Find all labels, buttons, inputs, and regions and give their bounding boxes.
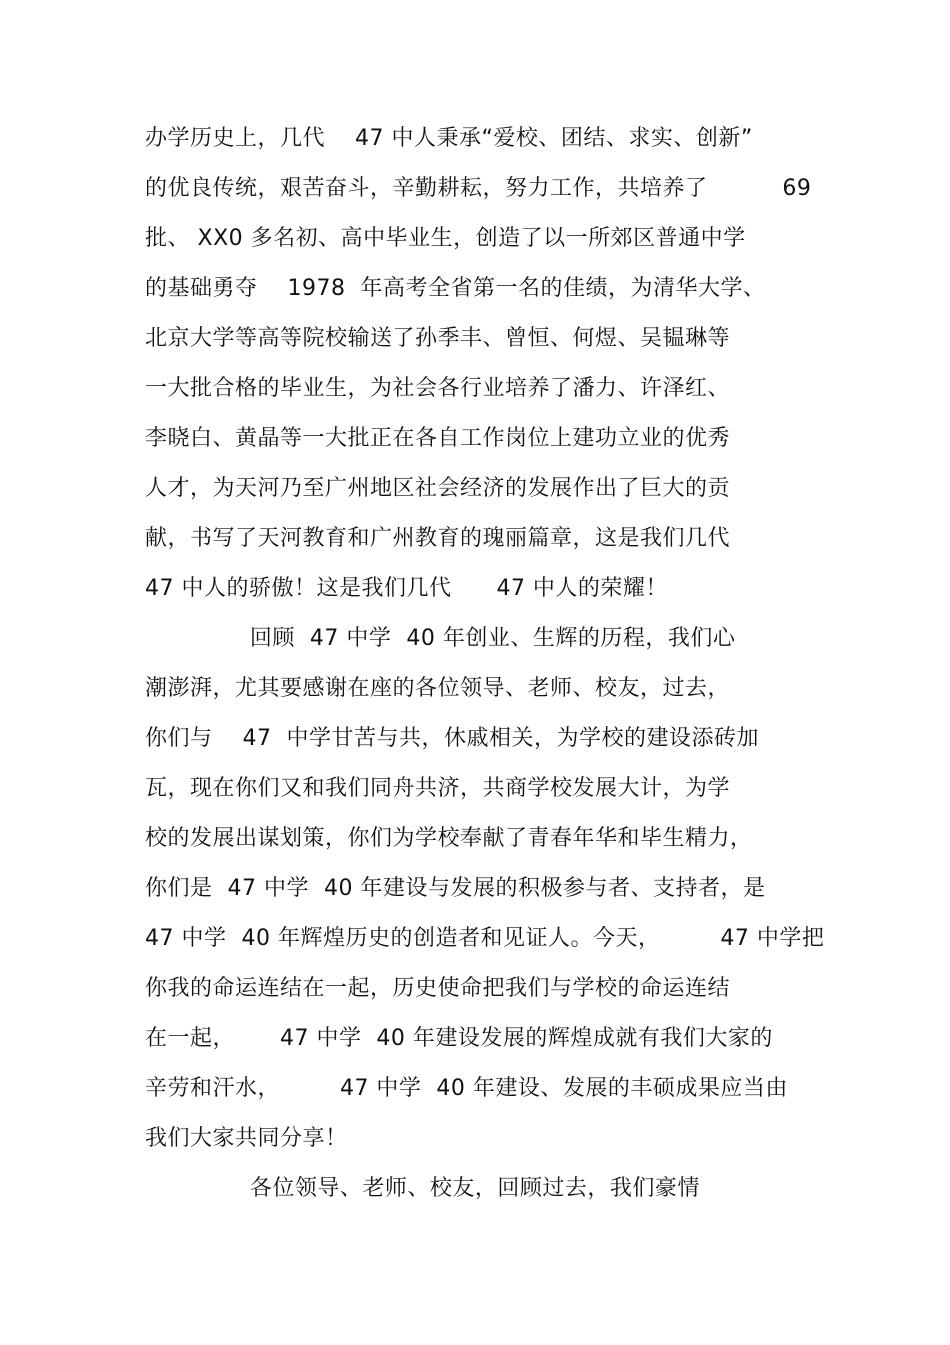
text-line: 我们大家共同分享！ [145, 1126, 348, 1151]
text-line: 校的发展出谋划策，你们为学校奉献了青春年华和毕生精力， [145, 826, 753, 851]
text-line: 你我的命运连结在一起，历史使命把我们与学校的命运连结 [145, 976, 731, 1001]
text-line: 的基础勇夺 1978 年高考全省第一名的佳绩，为清华大学、 [145, 276, 766, 301]
text-line: 瓦，现在你们又和我们同舟共济，共商学校发展大计，为学 [145, 776, 731, 801]
text-line: 潮澎湃，尤其要感谢在座的各位领导、老师、校友，过去， [145, 676, 731, 701]
text-line: 在一起， 47 中学 40 年建设发展的辉煌成就有我们大家的 [145, 1026, 773, 1051]
text-line: 你们与 47 中学甘苦与共，休戚相关，为学校的建设添砖加 [145, 726, 759, 751]
text-line: 你们是 47 中学 40 年建设与发展的积极参与者、支持者，是 [145, 876, 766, 901]
text-line: 批、 XX0 多名初、高中毕业生，创造了以一所郊区普通中学 [145, 226, 746, 251]
text-line: 各位领导、老师、校友，回顾过去，我们豪情 [145, 1176, 700, 1201]
text-line: 辛劳和汗水， 47 中学 40 年建设、发展的丰硕成果应当由 [145, 1076, 788, 1101]
text-line: 李晓白、黄晶等一大批正在各自工作岗位上建功立业的优秀 [145, 426, 731, 451]
text-line: 回顾 47 中学 40 年创业、生辉的历程，我们心 [145, 626, 736, 651]
text-line: 人才，为天河乃至广州地区社会经济的发展作出了巨大的贡 [145, 476, 731, 501]
text-line: 47 中人的骄傲！这是我们几代 47 中人的荣耀！ [145, 576, 668, 601]
text-line: 的优良传统，艰苦奋斗，辛勤耕耘，努力工作，共培养了 69 [145, 176, 812, 201]
text-line: 办学历史上，几代 47 中人秉承“爱校、团结、求实、创新” [145, 126, 753, 151]
text-line: 47 中学 40 年辉煌历史的创造者和见证人。今天， 47 中学把 [145, 926, 825, 951]
text-line: 一大批合格的毕业生，为社会各行业培养了潘力、许泽红、 [145, 376, 731, 401]
text-line: 献，书写了天河教育和广州教育的瑰丽篇章，这是我们几代 [145, 526, 731, 551]
text-line: 北京大学等高等院校输送了孙季丰、曾恒、何煜、吴韫琳等 [145, 326, 731, 351]
